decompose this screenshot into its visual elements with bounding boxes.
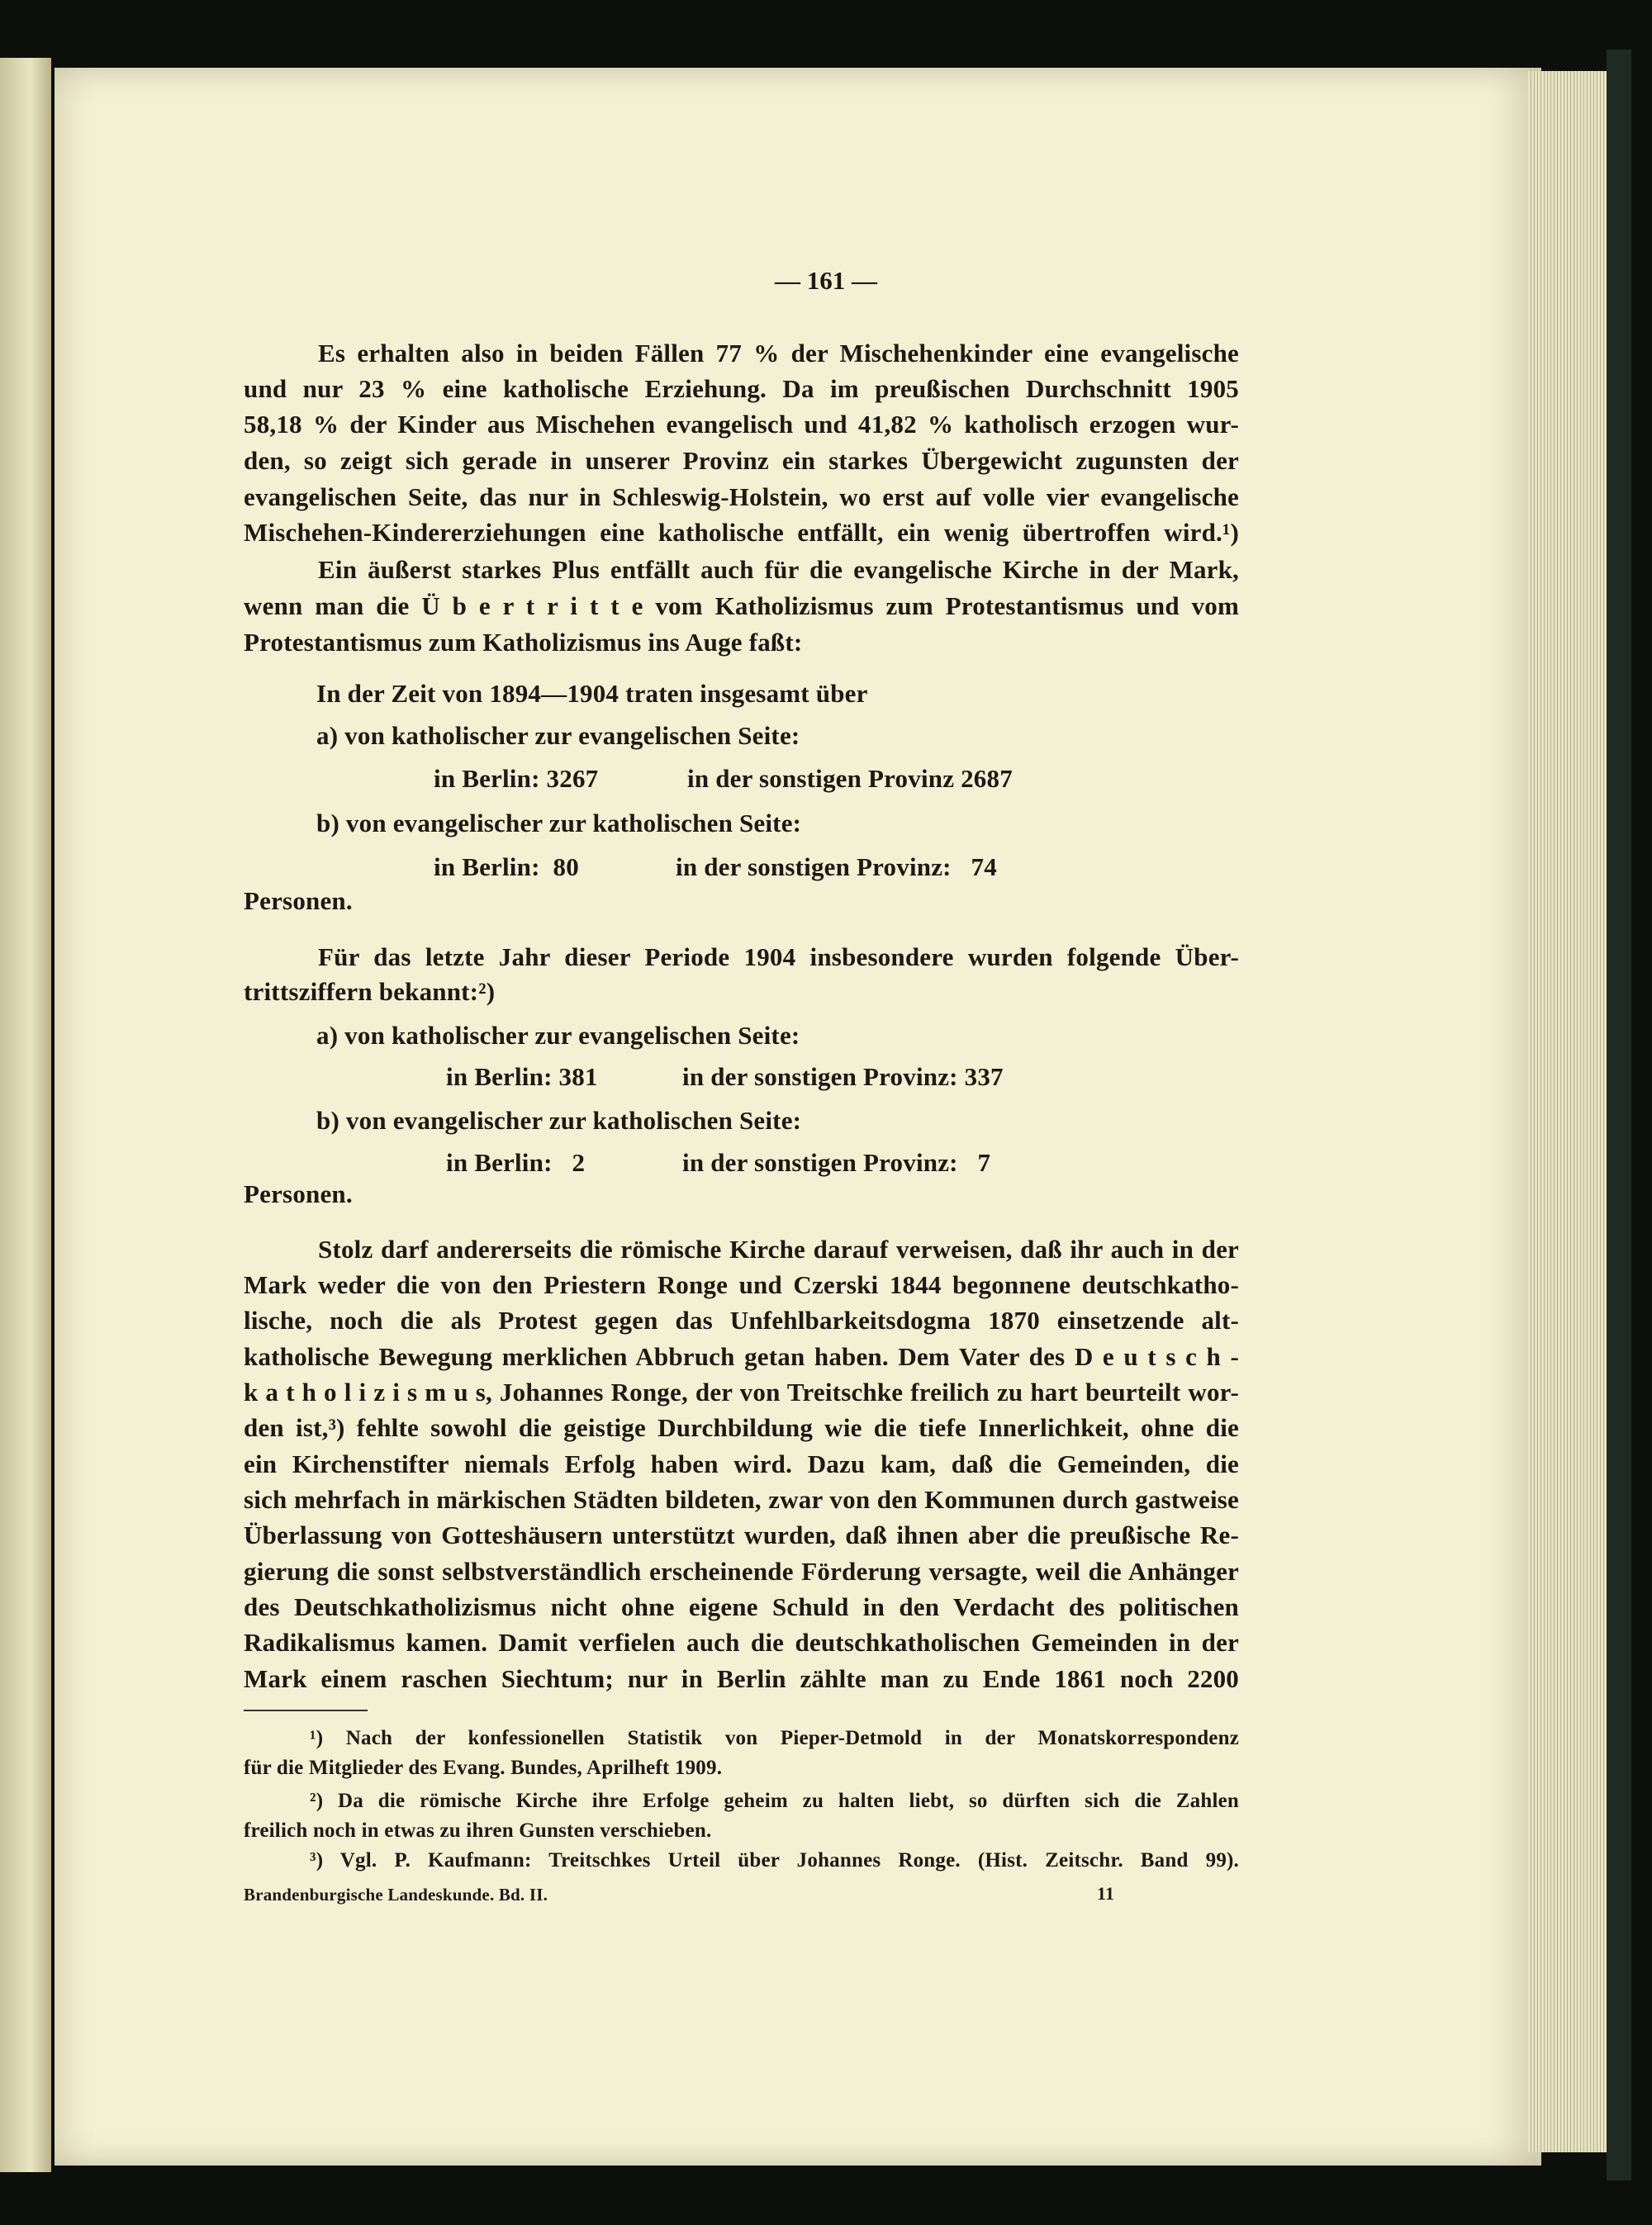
text-line: Protestantismus zum Katholizismus ins Auge faßt: bbox=[244, 628, 803, 657]
text-line: Stolz darf andererseits die römische Kirche darauf verweisen, daß ihr auch in der bbox=[318, 1235, 1239, 1264]
text-line: trittsziffern bekannt:²) bbox=[244, 977, 496, 1006]
text-line: katholische Bewegung merklichen Abbruch getan haben. Dem Vater des D e u t s c h - bbox=[244, 1342, 1239, 1371]
text-line: Mark weder die von den Priestern Ronge und Czerski 1844 begonnene deutschkatho- bbox=[244, 1270, 1239, 1299]
text-line: k a t h o l i z i s m u s, Johannes Ronge, der von Treitschke freilich zu hart beurteilt wor- bbox=[244, 1378, 1239, 1407]
berlin-value: in Berlin: 80 bbox=[434, 852, 579, 881]
page-number: — 161 — bbox=[775, 266, 877, 295]
text-line: Radikalismus kamen. Damit verfielen auch die deutschkatholischen Gemeinden in der bbox=[244, 1628, 1239, 1657]
text-line: sich mehrfach in märkischen Städten bildeten, zwar von den Kommunen durch gastweise bbox=[244, 1485, 1239, 1514]
text-line: den, so zeigt sich gerade in unserer Provinz ein starkes Übergewicht zugunsten der bbox=[244, 446, 1239, 475]
footnote-3: ³) Vgl. P. Kaufmann: Treitschkes Urteil über Johannes Ronge. (Hist. Zeitschr. Band 99). bbox=[310, 1849, 1239, 1872]
list-item-a: a) von katholischer zur evangelischen Seite: bbox=[316, 721, 800, 750]
text-line: Es erhalten also in beiden Fällen 77 % der Mischehenkinder eine evangelische bbox=[318, 339, 1239, 368]
footnote-divider bbox=[244, 1710, 368, 1711]
footnote-2-cont: freilich noch in etwas zu ihren Gunsten verschieben. bbox=[244, 1819, 712, 1842]
footnote-1-cont: für die Mitglieder des Evang. Bundes, Aprilheft 1909. bbox=[244, 1757, 723, 1779]
text-line: und nur 23 % eine katholische Erziehung. Da im preußischen Durchschnitt 1905 bbox=[244, 374, 1239, 403]
left-page-edge bbox=[0, 58, 51, 2172]
text-line: Ein äußerst starkes Plus entfällt auch für die evangelische Kirche in der Mark, bbox=[318, 555, 1239, 584]
text-line: Mark einem raschen Siechtum; nur in Berlin zählte man zu Ende 1861 noch 2200 bbox=[244, 1664, 1239, 1693]
list-item-b: b) von evangelischer zur katholischen Seite: bbox=[316, 1106, 802, 1135]
berlin-value: in Berlin: 381 bbox=[446, 1062, 598, 1091]
text-line: Mischehen-Kindererziehungen eine katholische entfällt, ein wenig übertroffen wird.¹) bbox=[244, 518, 1239, 547]
footer-signature-mark: 11 bbox=[1097, 1883, 1115, 1904]
book-cover bbox=[1607, 50, 1631, 2180]
footnote-1: ¹) Nach der konfessionellen Statistik von Pieper-Detmold in der Monatskorrespondenz bbox=[310, 1727, 1239, 1749]
text-line: des Deutschkatholizismus nicht ohne eigene Schuld in den Verdacht des politischen bbox=[244, 1592, 1239, 1621]
page-stack-edges bbox=[1528, 71, 1607, 2152]
text-line: In der Zeit von 1894—1904 traten insgesamt über bbox=[316, 679, 868, 708]
text-line: lische, noch die als Protest gegen das Unfehlbarkeitsdogma 1870 einsetzende alt- bbox=[244, 1306, 1239, 1335]
berlin-value: in Berlin: 3267 bbox=[434, 764, 599, 793]
provinz-value: in der sonstigen Provinz 2687 bbox=[687, 764, 1013, 793]
list-item-b: b) von evangelischer zur katholischen Seite: bbox=[316, 809, 802, 837]
text-line: ein Kirchenstifter niemals Erfolg haben wird. Dazu kam, daß die Gemeinden, die bbox=[244, 1449, 1239, 1478]
text-line: Personen. bbox=[244, 886, 353, 915]
text-line: evangelischen Seite, das nur in Schleswig-Holstein, wo erst auf volle vier evangelische bbox=[244, 482, 1239, 511]
text-line: wenn man die Ü b e r t r i t t e vom Katholizismus zum Protestantismus und vom bbox=[244, 591, 1239, 620]
footer-book-title: Brandenburgische Landeskunde. Bd. II. bbox=[244, 1885, 548, 1905]
text-line: gierung die sonst selbstverständlich erscheinende Förderung versagte, weil die Anhänger bbox=[244, 1557, 1239, 1586]
provinz-value: in der sonstigen Provinz: 74 bbox=[676, 852, 997, 881]
text-line: Überlassung von Gotteshäusern unterstützt wurden, daß ihnen aber die preußische Re- bbox=[244, 1520, 1239, 1549]
footnote-2: ²) Da die römische Kirche ihre Erfolge geheim zu halten liebt, so dürften sich die Zahlen bbox=[310, 1790, 1239, 1812]
text-line: Personen. bbox=[244, 1179, 353, 1208]
provinz-value: in der sonstigen Provinz: 7 bbox=[682, 1148, 991, 1177]
berlin-value: in Berlin: 2 bbox=[446, 1148, 586, 1177]
text-line: 58,18 % der Kinder aus Mischehen evangelisch und 41,82 % katholisch erzogen wur- bbox=[244, 410, 1239, 439]
provinz-value: in der sonstigen Provinz: 337 bbox=[682, 1062, 1004, 1091]
list-item-a: a) von katholischer zur evangelischen Seite: bbox=[316, 1021, 800, 1050]
text-line: Für das letzte Jahr dieser Periode 1904 insbesondere wurden folgende Über- bbox=[318, 942, 1239, 971]
text-line: den ist,³) fehlte sowohl die geistige Durchbildung wie die tiefe Innerlichkeit, ohne die bbox=[244, 1413, 1239, 1442]
